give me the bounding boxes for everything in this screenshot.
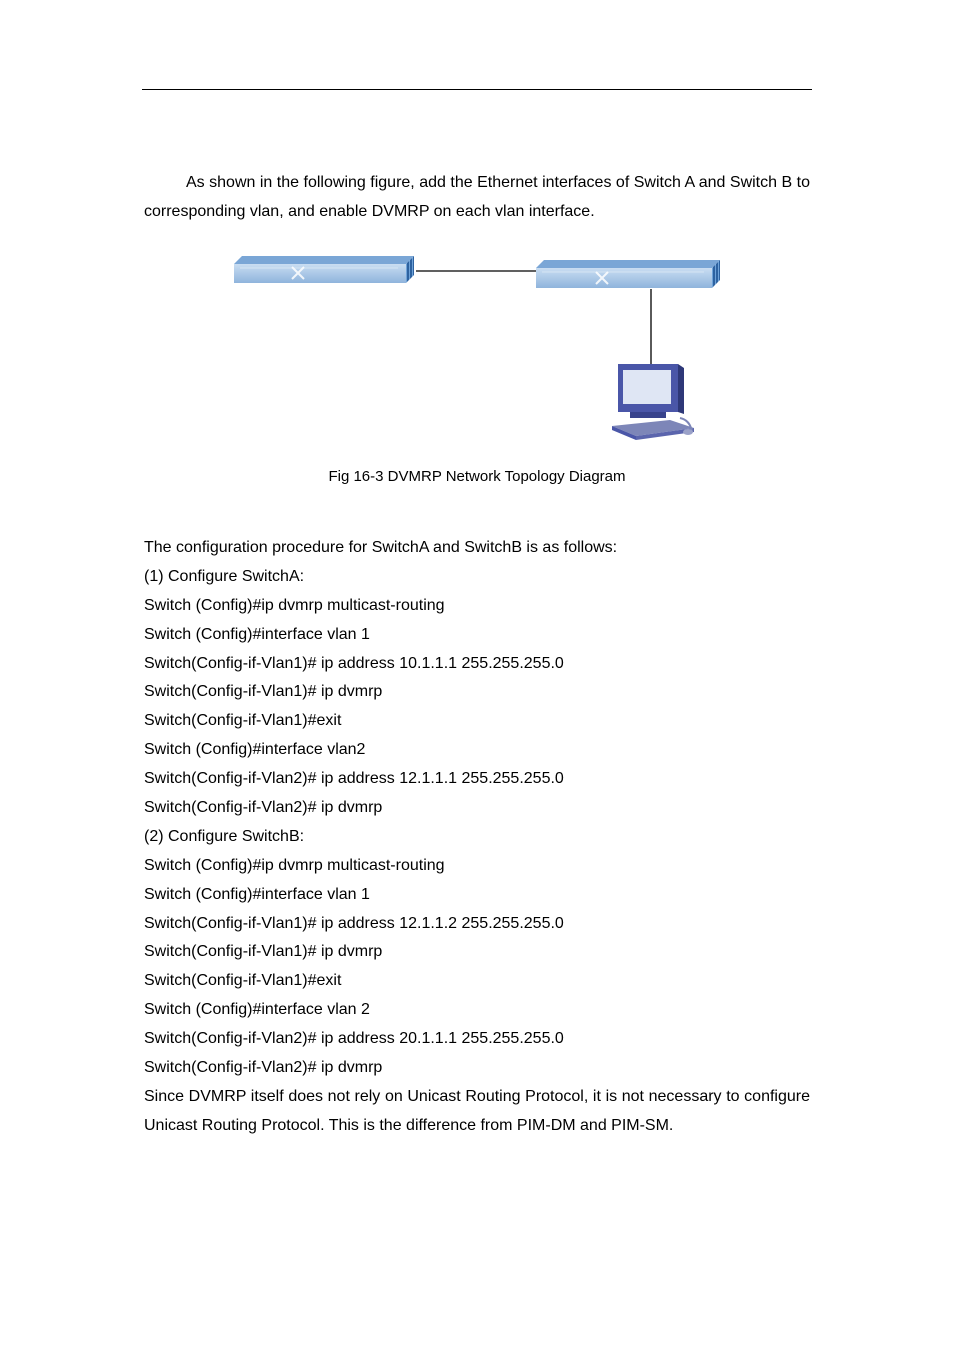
config-section (144, 534, 810, 1083)
topology-diagram (0, 0, 954, 500)
config-line: Switch (Config)#interface vlan 1 (144, 625, 370, 643)
config-line: Switch (Config)#interface vlan2 (144, 741, 366, 759)
figure-caption: Fig 16-3 DVMRP Network Topology Diagram (328, 468, 626, 485)
config-intro: The configuration procedure for SwitchA and SwitchB is as follows: (144, 539, 618, 556)
config-line: Switch(Config-if-Vlan1)# ip address 10.1.1.1 255.255.255.0 (144, 654, 564, 672)
config-line: Switch (Config)#interface vlan 2 (144, 1001, 370, 1019)
config-line: Switch(Config-if-Vlan2)# ip dvmrp (144, 1059, 383, 1077)
config-line: (1) Configure SwitchA: (144, 567, 305, 585)
header-rule (142, 89, 812, 90)
intro-paragraph: As shown in the following figure, add the Ethernet interfaces of Switch A and Switch B to corresponding vlan, and enable DVMRP on each vlan interface. (144, 174, 810, 220)
config-line: (2) Configure SwitchB: (144, 827, 305, 845)
switch-b-icon (536, 260, 720, 288)
config-line: Switch (Config)#ip dvmrp multicast-routing (144, 856, 445, 874)
config-line: Switch(Config-if-Vlan2)# ip address 12.1.1.1 255.255.255.0 (144, 770, 564, 788)
config-line: Switch(Config-if-Vlan1)# ip address 12.1.1.2 255.255.255.0 (144, 914, 564, 932)
config-line: Switch(Config-if-Vlan1)#exit (144, 712, 342, 730)
config-line: Switch(Config-if-Vlan1)# ip dvmrp (144, 943, 383, 961)
config-line: Switch (Config)#interface vlan 1 (144, 885, 370, 903)
config-line: Switch(Config-if-Vlan1)# ip dvmrp (144, 683, 383, 701)
config-line: Switch(Config-if-Vlan1)#exit (144, 972, 342, 990)
closing-paragraph: Since DVMRP itself does not rely on Unicast Routing Protocol, it is not necessary to configure Unicast Routing Protocol. This is the difference from PIM-DM and PIM-SM. (144, 1088, 810, 1134)
network-topology-figure (0, 0, 954, 500)
config-line: Switch(Config-if-Vlan2)# ip address 20.1.1.1 255.255.255.0 (144, 1030, 564, 1048)
config-line: Switch(Config-if-Vlan2)# ip dvmrp (144, 799, 383, 817)
switch-a-icon (234, 256, 414, 283)
pc-icon (612, 364, 694, 440)
config-line: Switch (Config)#ip dvmrp multicast-routing (144, 596, 445, 614)
